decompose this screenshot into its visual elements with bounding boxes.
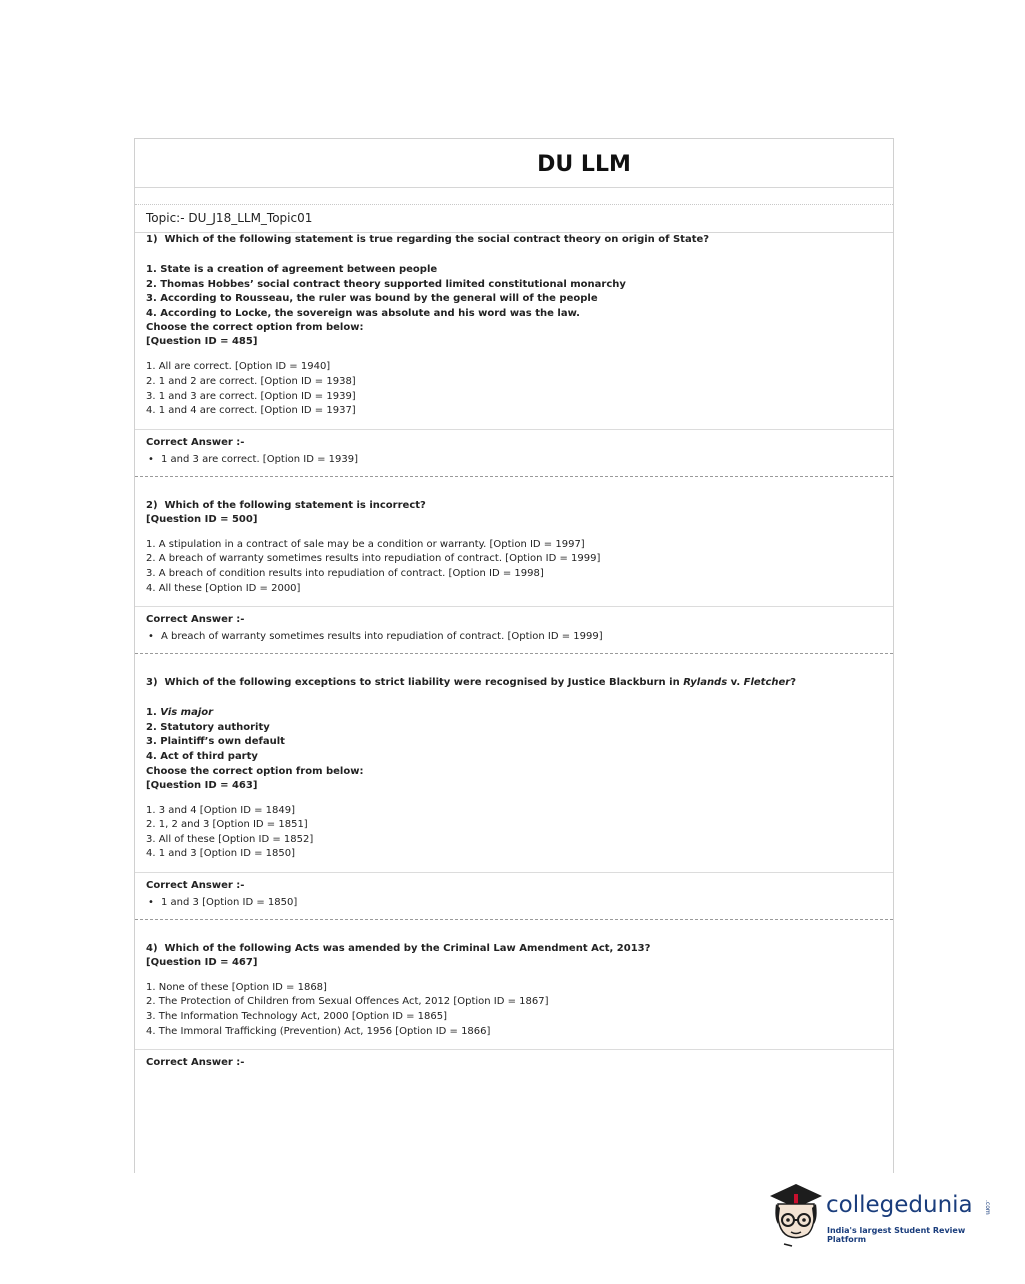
question-body: Which of the following statement is true regarding the social contract theory on origin of State? [164, 234, 710, 245]
statement-text: Plaintiff’s own default [160, 736, 285, 748]
option-item: 4. 1 and 4 are correct. [Option ID = 1937] [146, 405, 356, 417]
logo-domain-suffix: .com [984, 1200, 991, 1215]
case-name-part: Rylands [683, 677, 728, 689]
option-item: 3. A breach of condition results into repudiation of contract. [Option ID = 1998] [146, 567, 544, 579]
answer-label: Correct Answer :- [146, 879, 245, 891]
answer-label: Correct Answer :- [146, 1057, 245, 1069]
option-item: 2. The Protection of Children from Sexual Offences Act, 2012 [Option ID = 1867] [146, 996, 549, 1008]
option-item: 4. 1 and 3 [Option ID = 1850] [146, 848, 295, 860]
question-text [146, 233, 882, 247]
collegedunia-logo[interactable] [766, 1178, 994, 1248]
question-mark: ? [790, 677, 797, 689]
question-number: 2) [146, 499, 158, 511]
answer-block [135, 429, 893, 477]
option-item: 4. The Immoral Trafficking (Prevention) Act, 1956 [Option ID = 1866] [146, 1025, 491, 1037]
question-body: Which of the following exceptions to strict liability were recognised by Justice Blackburn in [164, 677, 684, 689]
statement-number: 4. [146, 750, 161, 762]
question-id: [Question ID = 467] [146, 956, 258, 968]
student-mascot-icon [766, 1178, 826, 1248]
question-block [135, 499, 893, 596]
statement-text: Statutory authority [160, 721, 270, 733]
question-id: [Question ID = 485] [146, 336, 258, 348]
question-block [135, 676, 893, 862]
statement-item: 2. Thomas Hobbes’ social contract theory supported limited constitutional monarchy [146, 278, 626, 290]
choose-instruction: Choose the correct option from below: [146, 322, 364, 334]
option-item: 3. All of these [Option ID = 1852] [146, 833, 314, 845]
statement-number: 2. [146, 721, 161, 733]
choose-instruction: Choose the correct option from below: [146, 765, 364, 777]
option-item: 1. None of these [Option ID = 1868] [146, 981, 327, 993]
answer-label: Correct Answer :- [146, 436, 245, 448]
statement-number: 3. [146, 736, 161, 748]
spacer-row [135, 188, 893, 205]
statement-list [146, 706, 882, 764]
topic-label: Topic:- DU_J18_LLM_Topic01 [135, 205, 893, 233]
question-number: 3) [146, 677, 158, 689]
question-number: 4) [146, 942, 158, 954]
option-item: 3. The Information Technology Act, 2000 [Option ID = 1865] [146, 1011, 448, 1023]
question-number: 1) [146, 234, 158, 245]
statement-item: 4. According to Locke, the sovereign was absolute and his word was the law. [146, 307, 580, 319]
option-list [146, 981, 882, 1039]
question-block [135, 233, 893, 419]
option-item: 1. A stipulation in a contract of sale may be a condition or warranty. [Option ID = 1997] [146, 538, 585, 550]
statement-text: Act of third party [160, 750, 258, 762]
answer-item: • 1 and 3 are correct. [Option ID = 1939] [146, 453, 882, 467]
page-title: DU LLM [537, 152, 631, 177]
option-list [146, 360, 882, 418]
option-item: 2. A breach of warranty sometimes results into repudiation of contract. [Option ID = 1999] [146, 553, 601, 565]
answer-item: • 1 and 3 [Option ID = 1850] [146, 896, 882, 910]
question-block [135, 942, 893, 1039]
statement-text: Vis major [160, 707, 214, 719]
answer-block [135, 1049, 893, 1079]
question-id: [Question ID = 500] [146, 513, 258, 525]
answer-label: Correct Answer :- [146, 614, 245, 626]
option-item: 1. 3 and 4 [Option ID = 1849] [146, 804, 295, 816]
case-name-part: Fletcher [743, 677, 791, 689]
question-paper-sheet [134, 138, 894, 1173]
logo-tagline: India's largest Student Review Platform [827, 1226, 966, 1244]
statement-item: 3. According to Rousseau, the ruler was bound by the general will of the people [146, 293, 598, 305]
statement-item [146, 706, 882, 721]
title-row [135, 139, 893, 188]
question-text [146, 676, 882, 690]
statement-number: 1. [146, 707, 161, 719]
answer-block [135, 872, 893, 920]
option-list [146, 538, 882, 596]
answer-item: • A breach of warranty sometimes results into repudiation of contract. [Option ID = 1999] [146, 630, 882, 644]
question-text [146, 942, 882, 956]
option-item: 4. All these [Option ID = 2000] [146, 582, 301, 594]
statement-item [146, 721, 882, 736]
option-item: 2. 1 and 2 are correct. [Option ID = 1938] [146, 375, 356, 387]
question-text [146, 499, 882, 513]
option-list [146, 804, 882, 862]
question-id: [Question ID = 463] [146, 779, 258, 791]
logo-wordmark: collegedunia [826, 1192, 973, 1218]
option-item: 1. All are correct. [Option ID = 1940] [146, 361, 331, 373]
statement-item: 1. State is a creation of agreement between people [146, 264, 438, 275]
statement-item [146, 735, 882, 750]
case-name-separator: v. [727, 677, 744, 689]
question-body: Which of the following statement is incorrect? [164, 499, 426, 511]
statement-list [146, 263, 882, 321]
option-item: 2. 1, 2 and 3 [Option ID = 1851] [146, 819, 308, 831]
statement-item [146, 750, 882, 765]
option-item: 3. 1 and 3 are correct. [Option ID = 1939] [146, 390, 356, 402]
answer-block [135, 606, 893, 654]
question-body: Which of the following Acts was amended by the Criminal Law Amendment Act, 2013? [164, 942, 651, 954]
